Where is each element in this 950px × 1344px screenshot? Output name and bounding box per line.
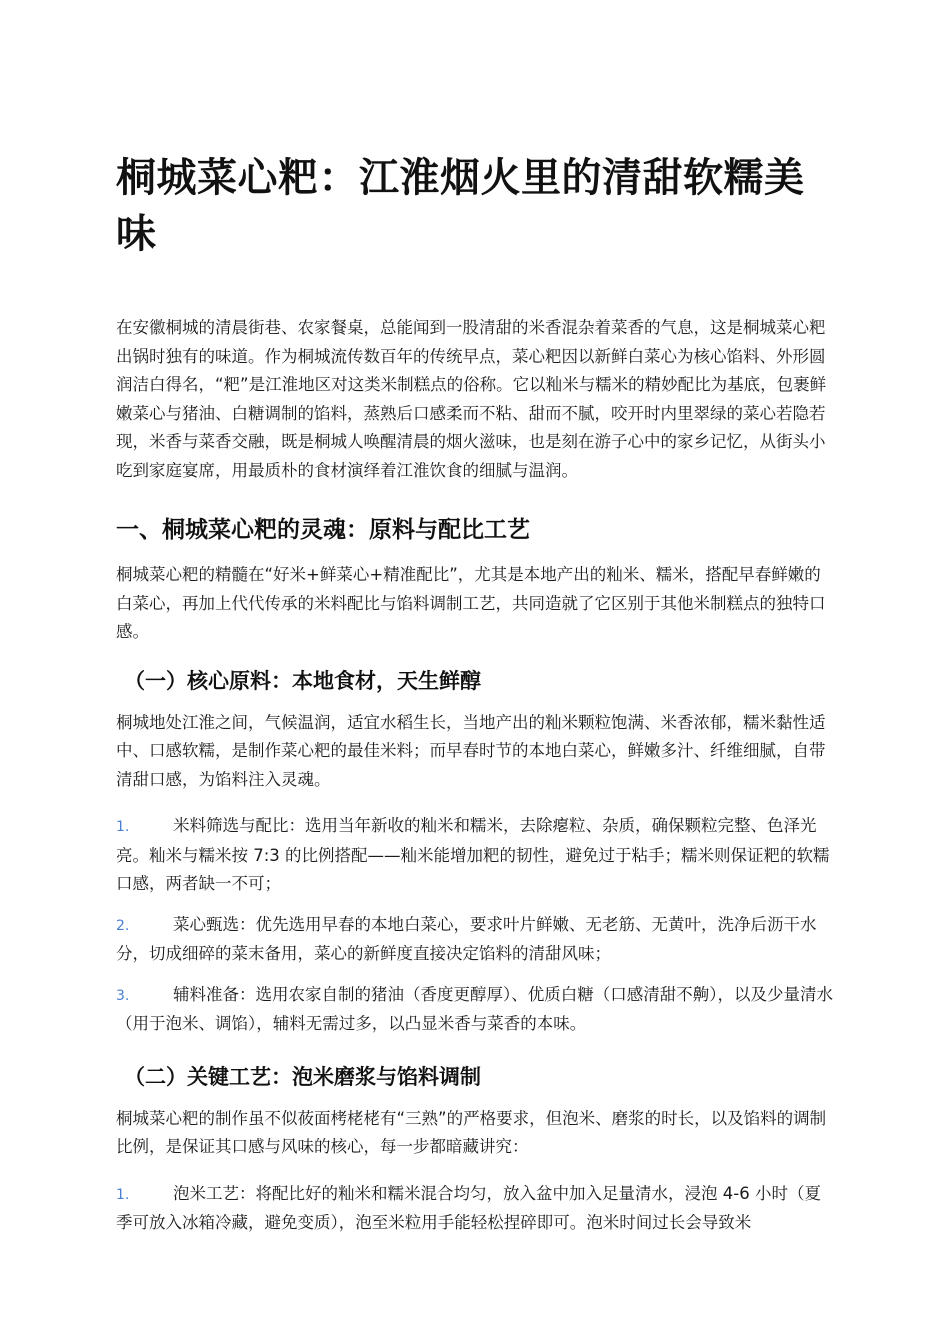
list-item xyxy=(116,812,836,899)
list-item-text: 泡米工艺：将配比好的籼米和糯米混合均匀，放入盆中加入足量清水，浸泡 4-6 小时（夏季可放入冰箱冷藏，避免变质），泡至米粒用手能轻松捏碎即可。泡米时间过长会导致米 xyxy=(116,1183,821,1232)
list-item xyxy=(116,981,836,1039)
page-title: 桐城菜心粑：江淮烟火里的清甜软糯美味 xyxy=(116,155,805,257)
section-heading: 一、桐城菜心粑的灵魂：原料与配比工艺 xyxy=(116,517,530,543)
subsection-paragraph: 桐城菜心粑的制作虽不似莜面栲栳栳有“三熟”的严格要求，但泡米、磨浆的时长，以及馅料的调制比例，是保证其口感与风味的核心，每一步都暗藏讲究： xyxy=(116,1108,827,1156)
list-number: 2. xyxy=(116,917,130,934)
section-paragraph: 桐城菜心粑的精髓在“好米+鲜菜心+精准配比”，尤其是本地产出的籼米、糯米，搭配早春鲜嫩的白菜心，再加上代代传承的米料配比与馅料调制工艺，共同造就了它区别于其他米制糕点的独特口感。 xyxy=(116,565,826,641)
list-item-text: 菜心甄选：优先选用早春的本地白菜心，要求叶片鲜嫩、无老筋、无黄叶，洗净后沥干水分，切成细碎的菜末备用，菜心的新鲜度直接决定馅料的清甜风味； xyxy=(116,914,817,963)
list-item-text: 辅料准备：选用农家自制的猪油（香度更醇厚）、优质白糖（口感清甜不齁），以及少量清水（用于泡米、调馅），辅料无需过多，以凸显米香与菜香的本味。 xyxy=(116,984,833,1033)
list-item xyxy=(116,911,836,969)
list-item xyxy=(116,1180,836,1238)
subsection-paragraph: 桐城地处江淮之间，气候温润，适宜水稻生长，当地产出的籼米颗粒饱满、米香浓郁，糯米黏性适中、口感软糯，是制作菜心粑的最佳米料；而早春时节的本地白菜心，鲜嫩多汁、纤维细腻，自带清甜口感，为馅料注入灵魂。 xyxy=(116,712,826,789)
list-number: 1. xyxy=(116,1186,130,1203)
list-item-text: 米料筛选与配比：选用当年新收的籼米和糯米，去除瘪粒、杂质，确保颗粒完整、色泽光亮。籼米与糯米按 7:3 的比例搭配——籼米能增加粑的韧性，避免过于粘手；糯米则保证粑的软糯口感，两者缺一不可； xyxy=(116,816,830,893)
list-number: 1. xyxy=(116,819,130,835)
document-page xyxy=(116,150,836,1250)
list-number: 3. xyxy=(116,987,130,1004)
intro-paragraph: 在安徽桐城的清晨街巷、农家餐桌，总能闻到一股清甜的米香混杂着菜香的气息，这是桐城菜心粑出锅时独有的味道。作为桐城流传数百年的传统早点，菜心粑因以新鲜白菜心为核心馅料、外形圆润洁白得名，“粑”是江淮地区对这类米制糕点的俗称。它以籼米与糯米的精妙配比为基底，包裹鲜嫩菜心与猪油、白糖调制的馅料，蒸熟后口感柔而不粘、甜而不腻，咬开时内里翠绿的菜心若隐若现，米香与菜香交融，既是桐城人唤醒清晨的烟火滋味，也是刻在游子心中的家乡记忆，从街头小吃到家庭宴席，用最质朴的食材演绎着江淮饮食的细腻与温润。 xyxy=(116,318,827,480)
subsection-heading: （一）核心原料：本地食材，天生鲜醇 xyxy=(124,668,481,693)
subsection-heading: （二）关键工艺：泡米磨浆与馅料调制 xyxy=(124,1064,481,1089)
